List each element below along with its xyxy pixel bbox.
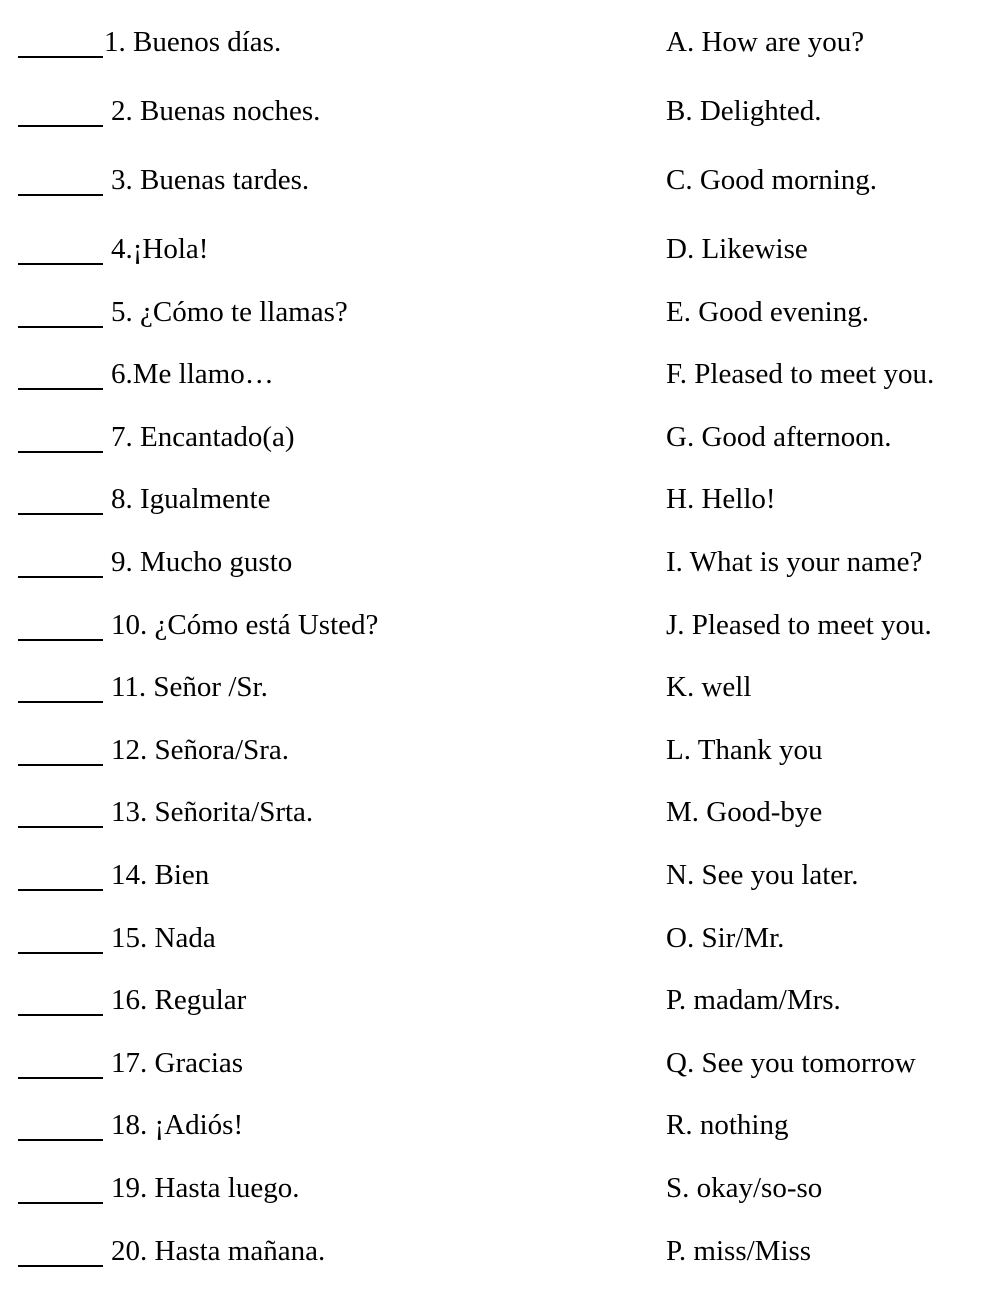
answer-blank[interactable] [18, 699, 103, 703]
spanish-item [18, 734, 666, 767]
english-option: L. Thank you [666, 734, 823, 766]
spanish-phrase: 9. Mucho gusto [111, 546, 292, 578]
answer-blank[interactable] [18, 123, 103, 127]
spanish-phrase: 15. Nada [111, 922, 216, 954]
match-row [18, 922, 988, 985]
spanish-item [18, 358, 666, 391]
english-option: P. madam/Mrs. [666, 984, 841, 1016]
english-option: D. Likewise [666, 233, 808, 265]
answer-blank[interactable] [18, 386, 103, 390]
english-option: K. well [666, 671, 751, 703]
spanish-phrase: 18. ¡Adiós! [111, 1109, 243, 1141]
answer-blank[interactable] [18, 54, 103, 58]
spanish-item [18, 421, 666, 454]
match-row [18, 233, 988, 296]
spanish-item [18, 984, 666, 1017]
match-row [18, 164, 988, 233]
answer-blank[interactable] [18, 637, 103, 641]
match-row [18, 1109, 988, 1172]
match-row [18, 1172, 988, 1235]
english-option: O. Sir/Mr. [666, 922, 784, 954]
spanish-phrase: 6.Me llamo… [111, 358, 274, 390]
answer-blank[interactable] [18, 887, 103, 891]
answer-blank[interactable] [18, 261, 103, 265]
spanish-phrase: 2. Buenas noches. [111, 95, 320, 127]
spanish-phrase: 11. Señor /Sr. [111, 671, 268, 703]
answer-blank[interactable] [18, 1200, 103, 1204]
spanish-phrase: 12. Señora/Sra. [111, 734, 289, 766]
english-option: R. nothing [666, 1109, 788, 1141]
spanish-item [18, 1109, 666, 1142]
spanish-phrase: 8. Igualmente [111, 483, 270, 515]
spanish-item [18, 296, 666, 329]
spanish-phrase: 19. Hasta luego. [111, 1172, 299, 1204]
english-option: M. Good-bye [666, 796, 822, 828]
english-option: B. Delighted. [666, 95, 821, 127]
match-row [18, 483, 988, 546]
spanish-item [18, 671, 666, 704]
spanish-phrase: 20. Hasta mañana. [111, 1235, 325, 1267]
spanish-item [18, 609, 666, 642]
spanish-phrase: 10. ¿Cómo está Usted? [111, 609, 378, 641]
answer-blank[interactable] [18, 1075, 103, 1079]
english-option: F. Pleased to meet you. [666, 358, 934, 390]
spanish-item [18, 796, 666, 829]
english-option: E. Good evening. [666, 296, 869, 328]
answer-blank[interactable] [18, 574, 103, 578]
english-option: Q. See you tomorrow [666, 1047, 916, 1079]
match-row [18, 859, 988, 922]
match-row [18, 95, 988, 164]
english-option: A. How are you? [666, 26, 864, 58]
match-row [18, 546, 988, 609]
english-option: N. See you later. [666, 859, 858, 891]
match-row [18, 734, 988, 797]
spanish-phrase: 5. ¿Cómo te llamas? [111, 296, 348, 328]
spanish-item [18, 1047, 666, 1080]
match-row [18, 1047, 988, 1110]
spanish-phrase: 14. Bien [111, 859, 209, 891]
match-row [18, 358, 988, 421]
english-option: C. Good morning. [666, 164, 877, 196]
match-row [18, 671, 988, 734]
spanish-item [18, 95, 666, 128]
answer-blank[interactable] [18, 511, 103, 515]
spanish-phrase: 1. Buenos días. [104, 26, 281, 58]
match-row [18, 1235, 988, 1297]
answer-blank[interactable] [18, 449, 103, 453]
spanish-item [18, 1172, 666, 1205]
english-option: J. Pleased to meet you. [666, 609, 932, 641]
answer-blank[interactable] [18, 824, 103, 828]
spanish-phrase: 3. Buenas tardes. [111, 164, 309, 196]
answer-blank[interactable] [18, 1012, 103, 1016]
answer-blank[interactable] [18, 1137, 103, 1141]
answer-blank[interactable] [18, 324, 103, 328]
english-option: I. What is your name? [666, 546, 922, 578]
spanish-item [18, 483, 666, 516]
english-option: P. miss/Miss [666, 1235, 811, 1267]
spanish-item [18, 233, 666, 266]
spanish-phrase: 16. Regular [111, 984, 246, 1016]
match-row [18, 984, 988, 1047]
match-row [18, 26, 988, 95]
match-row [18, 421, 988, 484]
spanish-phrase: 7. Encantado(a) [111, 421, 295, 453]
spanish-phrase: 13. Señorita/Srta. [111, 796, 313, 828]
spanish-item [18, 164, 666, 197]
spanish-item [18, 546, 666, 579]
spanish-phrase: 4.¡Hola! [111, 233, 208, 265]
spanish-phrase: 17. Gracias [111, 1047, 243, 1079]
english-option: H. Hello! [666, 483, 776, 515]
match-row [18, 796, 988, 859]
english-option: G. Good afternoon. [666, 421, 892, 453]
spanish-item [18, 859, 666, 892]
match-row [18, 609, 988, 672]
match-row [18, 296, 988, 359]
answer-blank[interactable] [18, 762, 103, 766]
spanish-item [18, 26, 666, 59]
answer-blank[interactable] [18, 950, 103, 954]
answer-blank[interactable] [18, 192, 103, 196]
spanish-item [18, 922, 666, 955]
english-option: S. okay/so-so [666, 1172, 822, 1204]
answer-blank[interactable] [18, 1263, 103, 1267]
spanish-item [18, 1235, 666, 1268]
